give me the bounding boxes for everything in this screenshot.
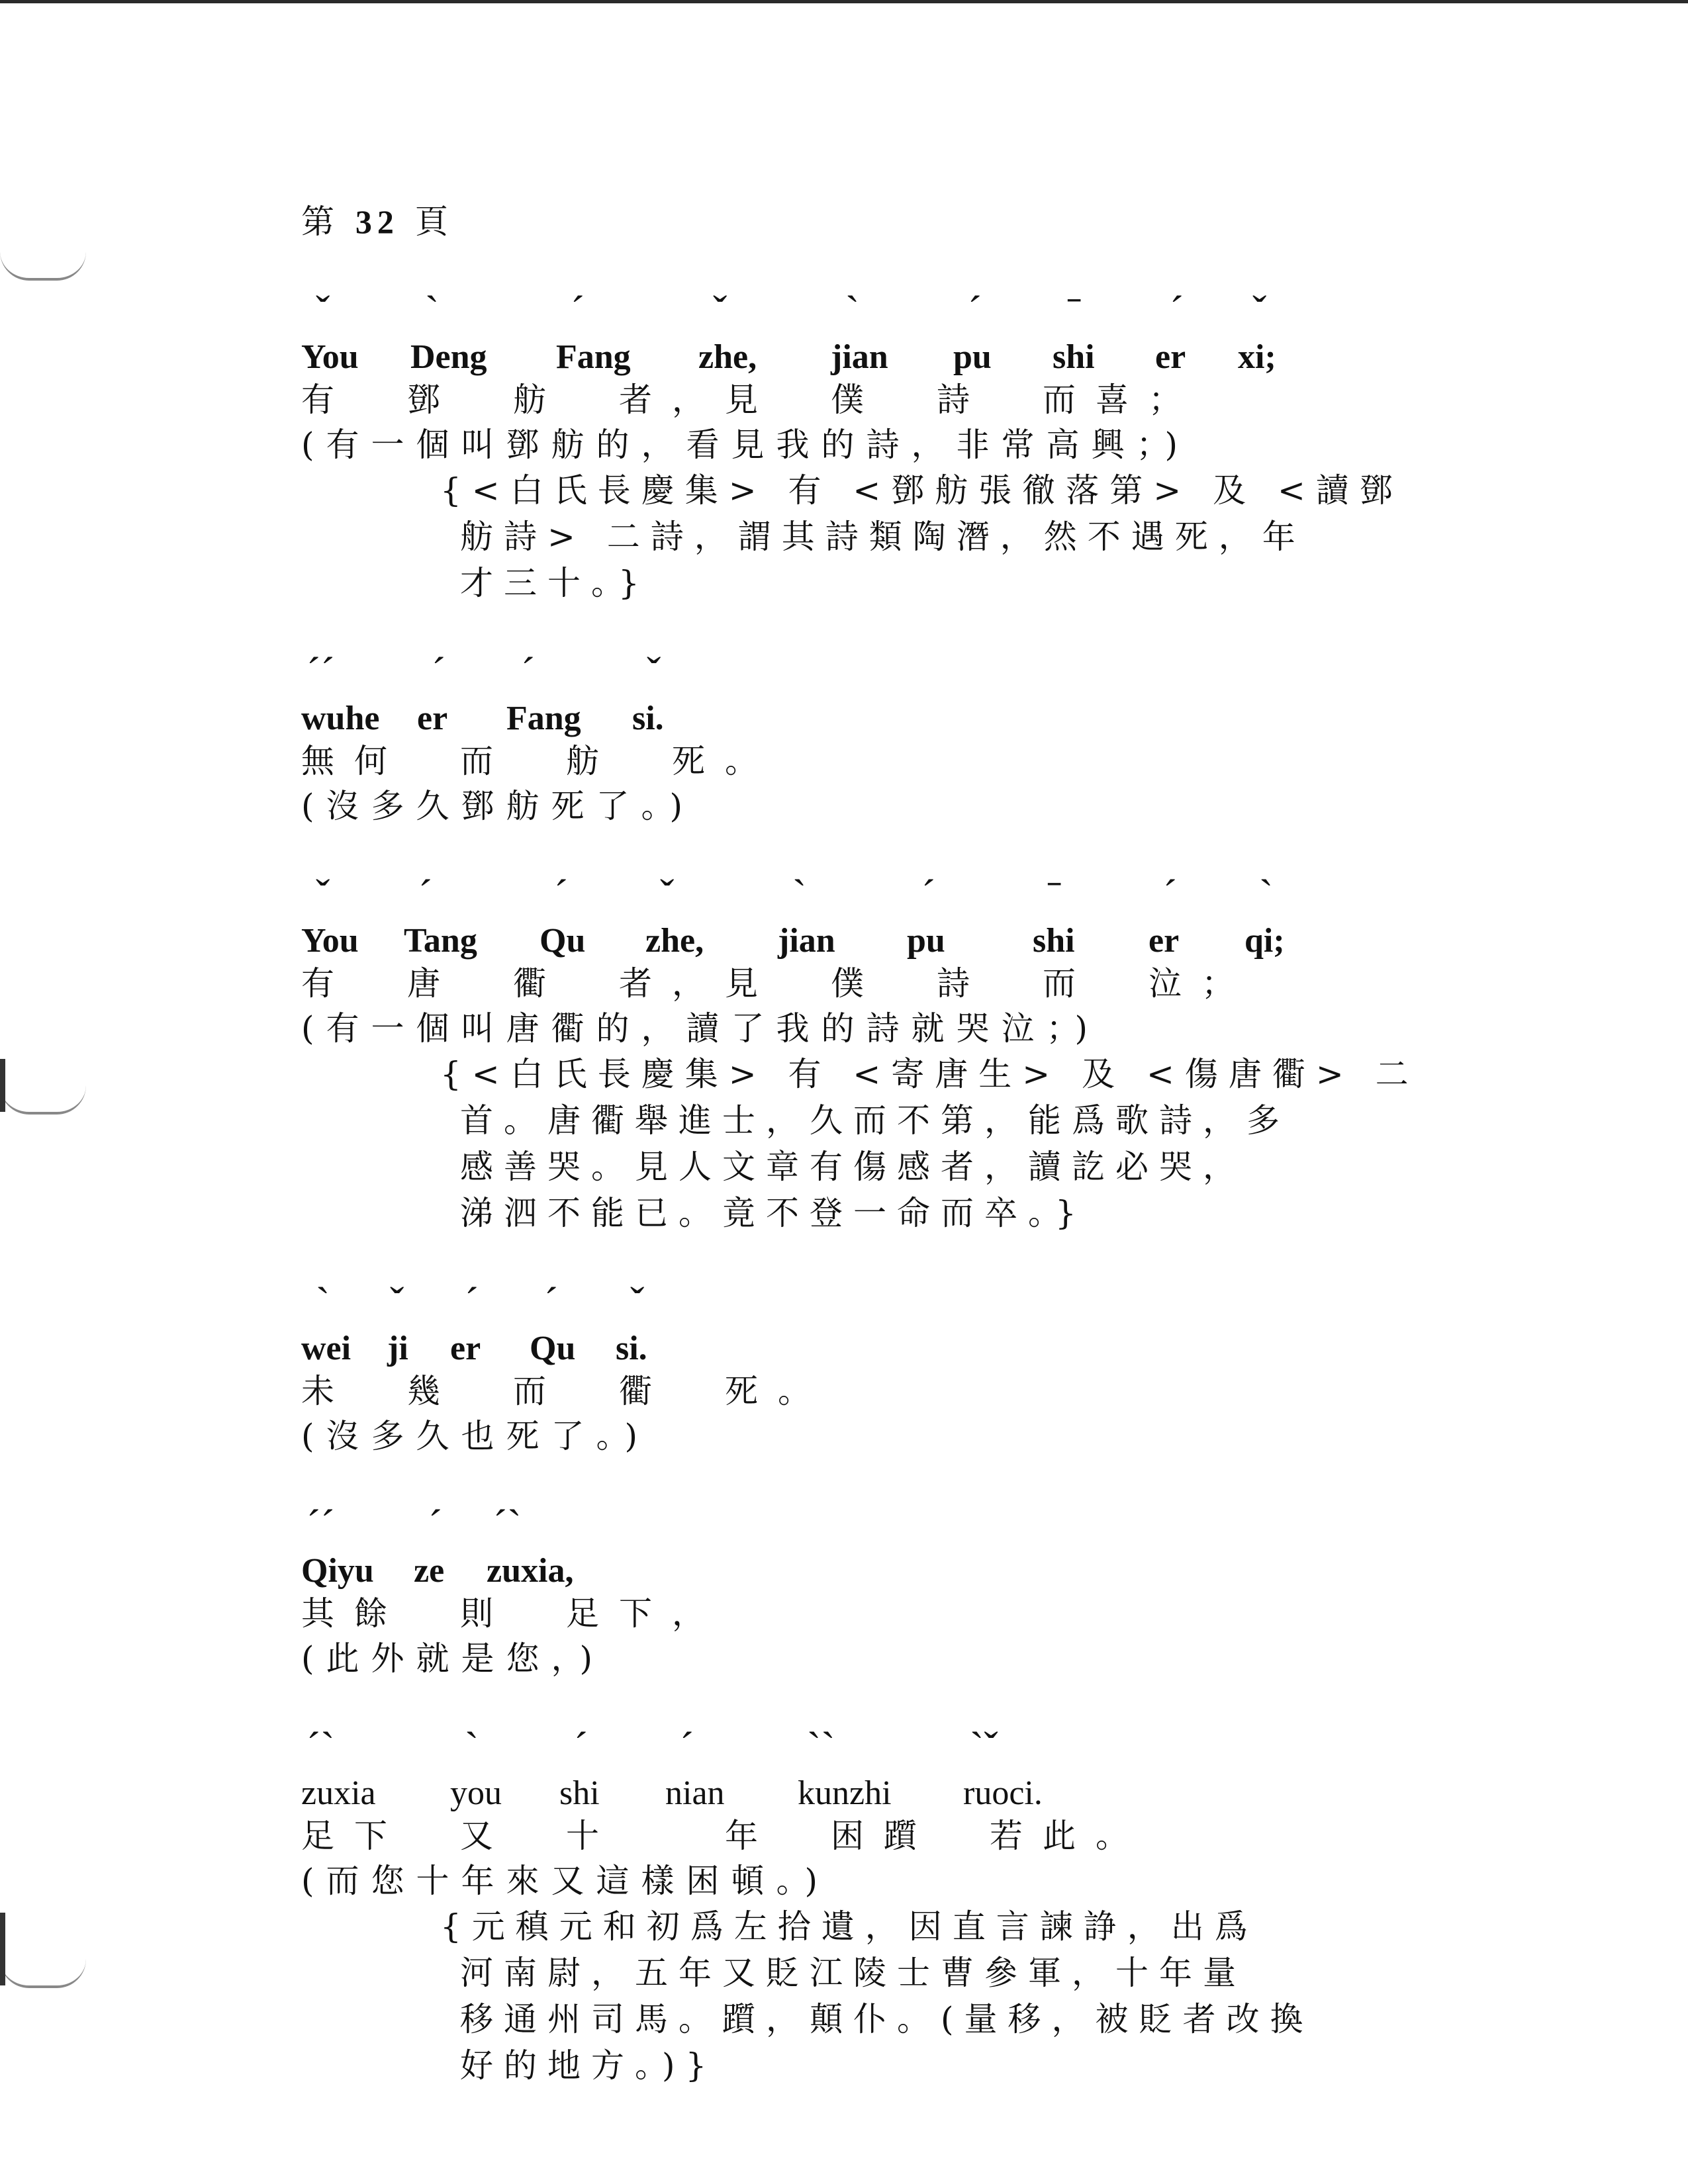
pinyin-syllable	[963, 1723, 1043, 1813]
pinyin-syllable	[301, 1279, 352, 1369]
tone-mark: ˊ	[554, 871, 569, 918]
tone-mark: ˊ	[571, 287, 585, 334]
syllable-text: Deng	[410, 338, 487, 376]
tone-mark: ˋ	[792, 871, 807, 918]
pinyin-syllable	[632, 649, 664, 739]
syllable-text: zhe,	[645, 922, 704, 960]
tone-mark: ˊ	[521, 649, 536, 696]
syllable-text: kunzhi	[798, 1774, 892, 1812]
pinyin-line	[301, 1498, 1427, 1591]
pinyin-syllable	[953, 287, 992, 377]
syllable-text: Qiyu	[301, 1552, 374, 1590]
syllable-text: Fang	[556, 338, 631, 376]
pinyin-syllable	[301, 1723, 376, 1813]
stanza	[301, 1276, 1427, 1459]
tone-mark: ˊˊ	[306, 1501, 335, 1548]
pinyin-syllable	[1053, 287, 1095, 377]
syllable-text: You	[301, 922, 359, 960]
pinyin-syllable	[301, 649, 380, 739]
stanza	[301, 868, 1427, 1236]
syllable-text: si.	[616, 1330, 647, 1367]
syllable-text: Qu	[530, 1330, 576, 1367]
tone-mark: ˊ	[921, 871, 936, 918]
syllable-text: zhe,	[698, 338, 757, 376]
pinyin-syllable	[559, 1723, 600, 1813]
pinyin-syllable	[530, 1279, 576, 1369]
tone-mark: ˊ	[1170, 287, 1184, 334]
pinyin-syllable	[506, 649, 581, 739]
hanzi-line: 有 唐 衢 者，見 僕 詩 而 泣；	[301, 964, 1254, 1003]
syllable-text: pu	[953, 338, 992, 376]
pinyin-syllable	[1155, 287, 1186, 377]
syllable-text: er	[1155, 338, 1186, 376]
syllable-text: wei	[301, 1330, 352, 1367]
note-line: {元稹元和初爲左拾遺，因直言諫諍，出爲	[440, 1907, 1258, 1946]
note-line: 首。唐衢舉進士，久而不第，能爲歌詩，多	[460, 1101, 1290, 1140]
note-line: 好的地方。)}	[460, 2046, 718, 2085]
pinyin-syllable	[450, 1279, 481, 1369]
stanza	[301, 285, 1427, 606]
page-title-prefix: 第	[301, 203, 340, 241]
syllable-text: ze	[414, 1552, 445, 1590]
tone-mark: ˋ	[425, 287, 440, 334]
page-title-suffix: 頁	[414, 203, 453, 241]
punch-hole-mark	[0, 1085, 86, 1115]
tone-mark: ˊ	[465, 1279, 479, 1326]
tone-mark: ˇ	[630, 1279, 645, 1326]
tone-mark: ˋ	[316, 1279, 330, 1326]
tone-mark: ˊ	[680, 1723, 694, 1770]
note-line: {<白氏長慶集> 有 <鄧舫張徹落第> 及 <讀鄧	[440, 471, 1403, 510]
pinyin-line	[301, 1721, 1427, 1813]
pinyin-syllable	[410, 287, 487, 377]
syllable-text: jian	[778, 922, 835, 960]
hanzi-line: 未 幾 而 衢 死。	[301, 1372, 831, 1410]
syllable-text: si.	[632, 700, 664, 737]
syllable-text: You	[301, 338, 359, 376]
note-line: 舫詩> 二詩，謂其詩類陶潛，然不遇死，年	[460, 518, 1306, 556]
pinyin-line	[301, 868, 1427, 961]
punch-hole-edge	[0, 1913, 5, 1985]
punch-hole-edge	[0, 1059, 5, 1112]
syllable-text: ruoci.	[963, 1774, 1043, 1812]
annotation-note	[440, 1903, 1427, 2089]
pinyin-line	[301, 1276, 1427, 1369]
tone-mark: ˊ	[432, 649, 446, 696]
document-page	[301, 199, 1427, 2128]
punch-hole-mark	[0, 1959, 86, 1988]
translation-line: (有一個叫鄧舫的，看見我的詩，非常高興；)	[301, 426, 1190, 464]
pinyin-syllable	[301, 1501, 374, 1591]
page-number: 32	[355, 203, 399, 240]
pinyin-syllable	[831, 287, 888, 377]
pinyin-syllable	[698, 287, 757, 377]
note-line: 感善哭。見人文章有傷感者，讀訖必哭，	[460, 1148, 1246, 1186]
pinyin-syllable	[616, 1279, 647, 1369]
pinyin-syllable	[645, 871, 704, 961]
pinyin-syllable	[301, 871, 359, 961]
syllable-text: er	[1149, 922, 1180, 960]
pinyin-syllable	[665, 1723, 725, 1813]
syllable-text: er	[450, 1330, 481, 1367]
syllable-text: shi	[1033, 922, 1075, 960]
syllable-text: Qu	[539, 922, 586, 960]
annotation-note	[440, 467, 1427, 606]
pinyin-syllable	[387, 1279, 408, 1369]
pinyin-syllable	[404, 871, 477, 961]
pinyin-syllable	[487, 1501, 574, 1591]
tone-mark: ˋˋ	[807, 1723, 835, 1770]
pinyin-syllable	[907, 871, 945, 961]
pinyin-syllable	[417, 649, 448, 739]
hanzi-line: 足下 又 十 年 困躓 若此。	[301, 1817, 1149, 1855]
note-line: 涕泗不能已。竟不登一命而卒。}	[460, 1194, 1087, 1232]
pinyin-line	[301, 285, 1427, 377]
stanza	[301, 646, 1427, 829]
note-line: 才三十。}	[460, 564, 650, 602]
tone-mark: ˇ	[1252, 287, 1267, 334]
tone-mark: ˊˊ	[306, 649, 335, 696]
tone-mark: ˋ	[845, 287, 860, 334]
syllable-text: zuxia	[301, 1774, 376, 1812]
tone-mark: ˉ	[1067, 287, 1082, 334]
pinyin-syllable	[450, 1723, 502, 1813]
pinyin-syllable	[556, 287, 631, 377]
annotation-note	[440, 1051, 1427, 1236]
tone-mark: ˊ	[968, 287, 982, 334]
pinyin-syllable	[1033, 871, 1075, 961]
tone-mark: ˇ	[390, 1279, 404, 1326]
syllable-text: wuhe	[301, 700, 380, 737]
syllable-text: xi;	[1238, 338, 1276, 376]
pinyin-syllable	[1238, 287, 1276, 377]
tone-mark: ˇ	[647, 649, 661, 696]
syllable-text: qi;	[1244, 922, 1285, 960]
tone-mark: ˊ	[574, 1723, 588, 1770]
punch-hole-mark	[0, 251, 86, 281]
translation-line: (而您十年來又這樣困頓。)	[301, 1862, 830, 1900]
tone-mark: ˊ	[544, 1279, 559, 1326]
note-line: 河南尉，五年又貶江陵士曹參軍，十年量	[460, 1954, 1246, 1992]
stanza	[301, 1721, 1427, 2089]
syllable-text: shi	[559, 1774, 600, 1812]
hanzi-line: 無何 而 舫 死。	[301, 742, 778, 780]
tone-mark: ˋ	[1259, 871, 1274, 918]
syllable-text: Fang	[506, 700, 581, 737]
pinyin-syllable	[414, 1501, 445, 1591]
translation-line: (沒多久也死了。)	[301, 1417, 650, 1455]
pinyin-syllable	[798, 1723, 892, 1813]
tone-mark: ˊ	[418, 871, 433, 918]
syllable-text: Tang	[404, 922, 477, 960]
tone-mark: ˋˇ	[970, 1723, 998, 1770]
tone-mark: ˇ	[316, 871, 330, 918]
tone-mark: ˊ	[428, 1501, 443, 1548]
tone-mark: ˉ	[1047, 871, 1062, 918]
tone-mark: ˊˋ	[306, 1723, 335, 1770]
tone-mark: ˇ	[713, 287, 727, 334]
hanzi-line: 有 鄧 舫 者，見 僕 詩 而喜；	[301, 381, 1201, 419]
tone-mark: ˊˋ	[493, 1501, 522, 1548]
syllable-text: shi	[1053, 338, 1095, 376]
syllable-text: zuxia,	[487, 1552, 574, 1590]
scan-top-edge	[0, 0, 1688, 3]
pinyin-syllable	[778, 871, 835, 961]
tone-mark: ˇ	[316, 287, 330, 334]
translation-line: (此外就是您，)	[301, 1639, 605, 1678]
translation-line: (有一個叫唐衢的，讀了我的詩就哭泣；)	[301, 1009, 1100, 1048]
pinyin-syllable	[1149, 871, 1180, 961]
stanza	[301, 1498, 1427, 1681]
note-line: 移通州司馬。躓，顛仆。(量移，被貶者改換	[460, 2000, 1314, 2038]
tone-mark: ˇ	[660, 871, 675, 918]
pinyin-syllable	[1244, 871, 1285, 961]
tone-mark: ˋ	[465, 1723, 479, 1770]
syllable-text: jian	[831, 338, 888, 376]
pinyin-syllable	[539, 871, 586, 961]
tone-mark: ˊ	[1163, 871, 1178, 918]
syllable-text: ji	[387, 1330, 408, 1367]
page-title	[301, 199, 1427, 245]
note-line: {<白氏長慶集> 有 <寄唐生> 及 <傷唐衢> 二	[440, 1055, 1419, 1093]
hanzi-line: 其餘 則 足下，	[301, 1594, 725, 1633]
pinyin-syllable	[301, 287, 359, 377]
syllable-text: you	[450, 1774, 502, 1812]
syllable-text: er	[417, 700, 448, 737]
pinyin-line	[301, 646, 1427, 739]
translation-line: (沒多久鄧舫死了。)	[301, 787, 695, 825]
syllable-text: nian	[665, 1774, 725, 1812]
syllable-text: pu	[907, 922, 945, 960]
